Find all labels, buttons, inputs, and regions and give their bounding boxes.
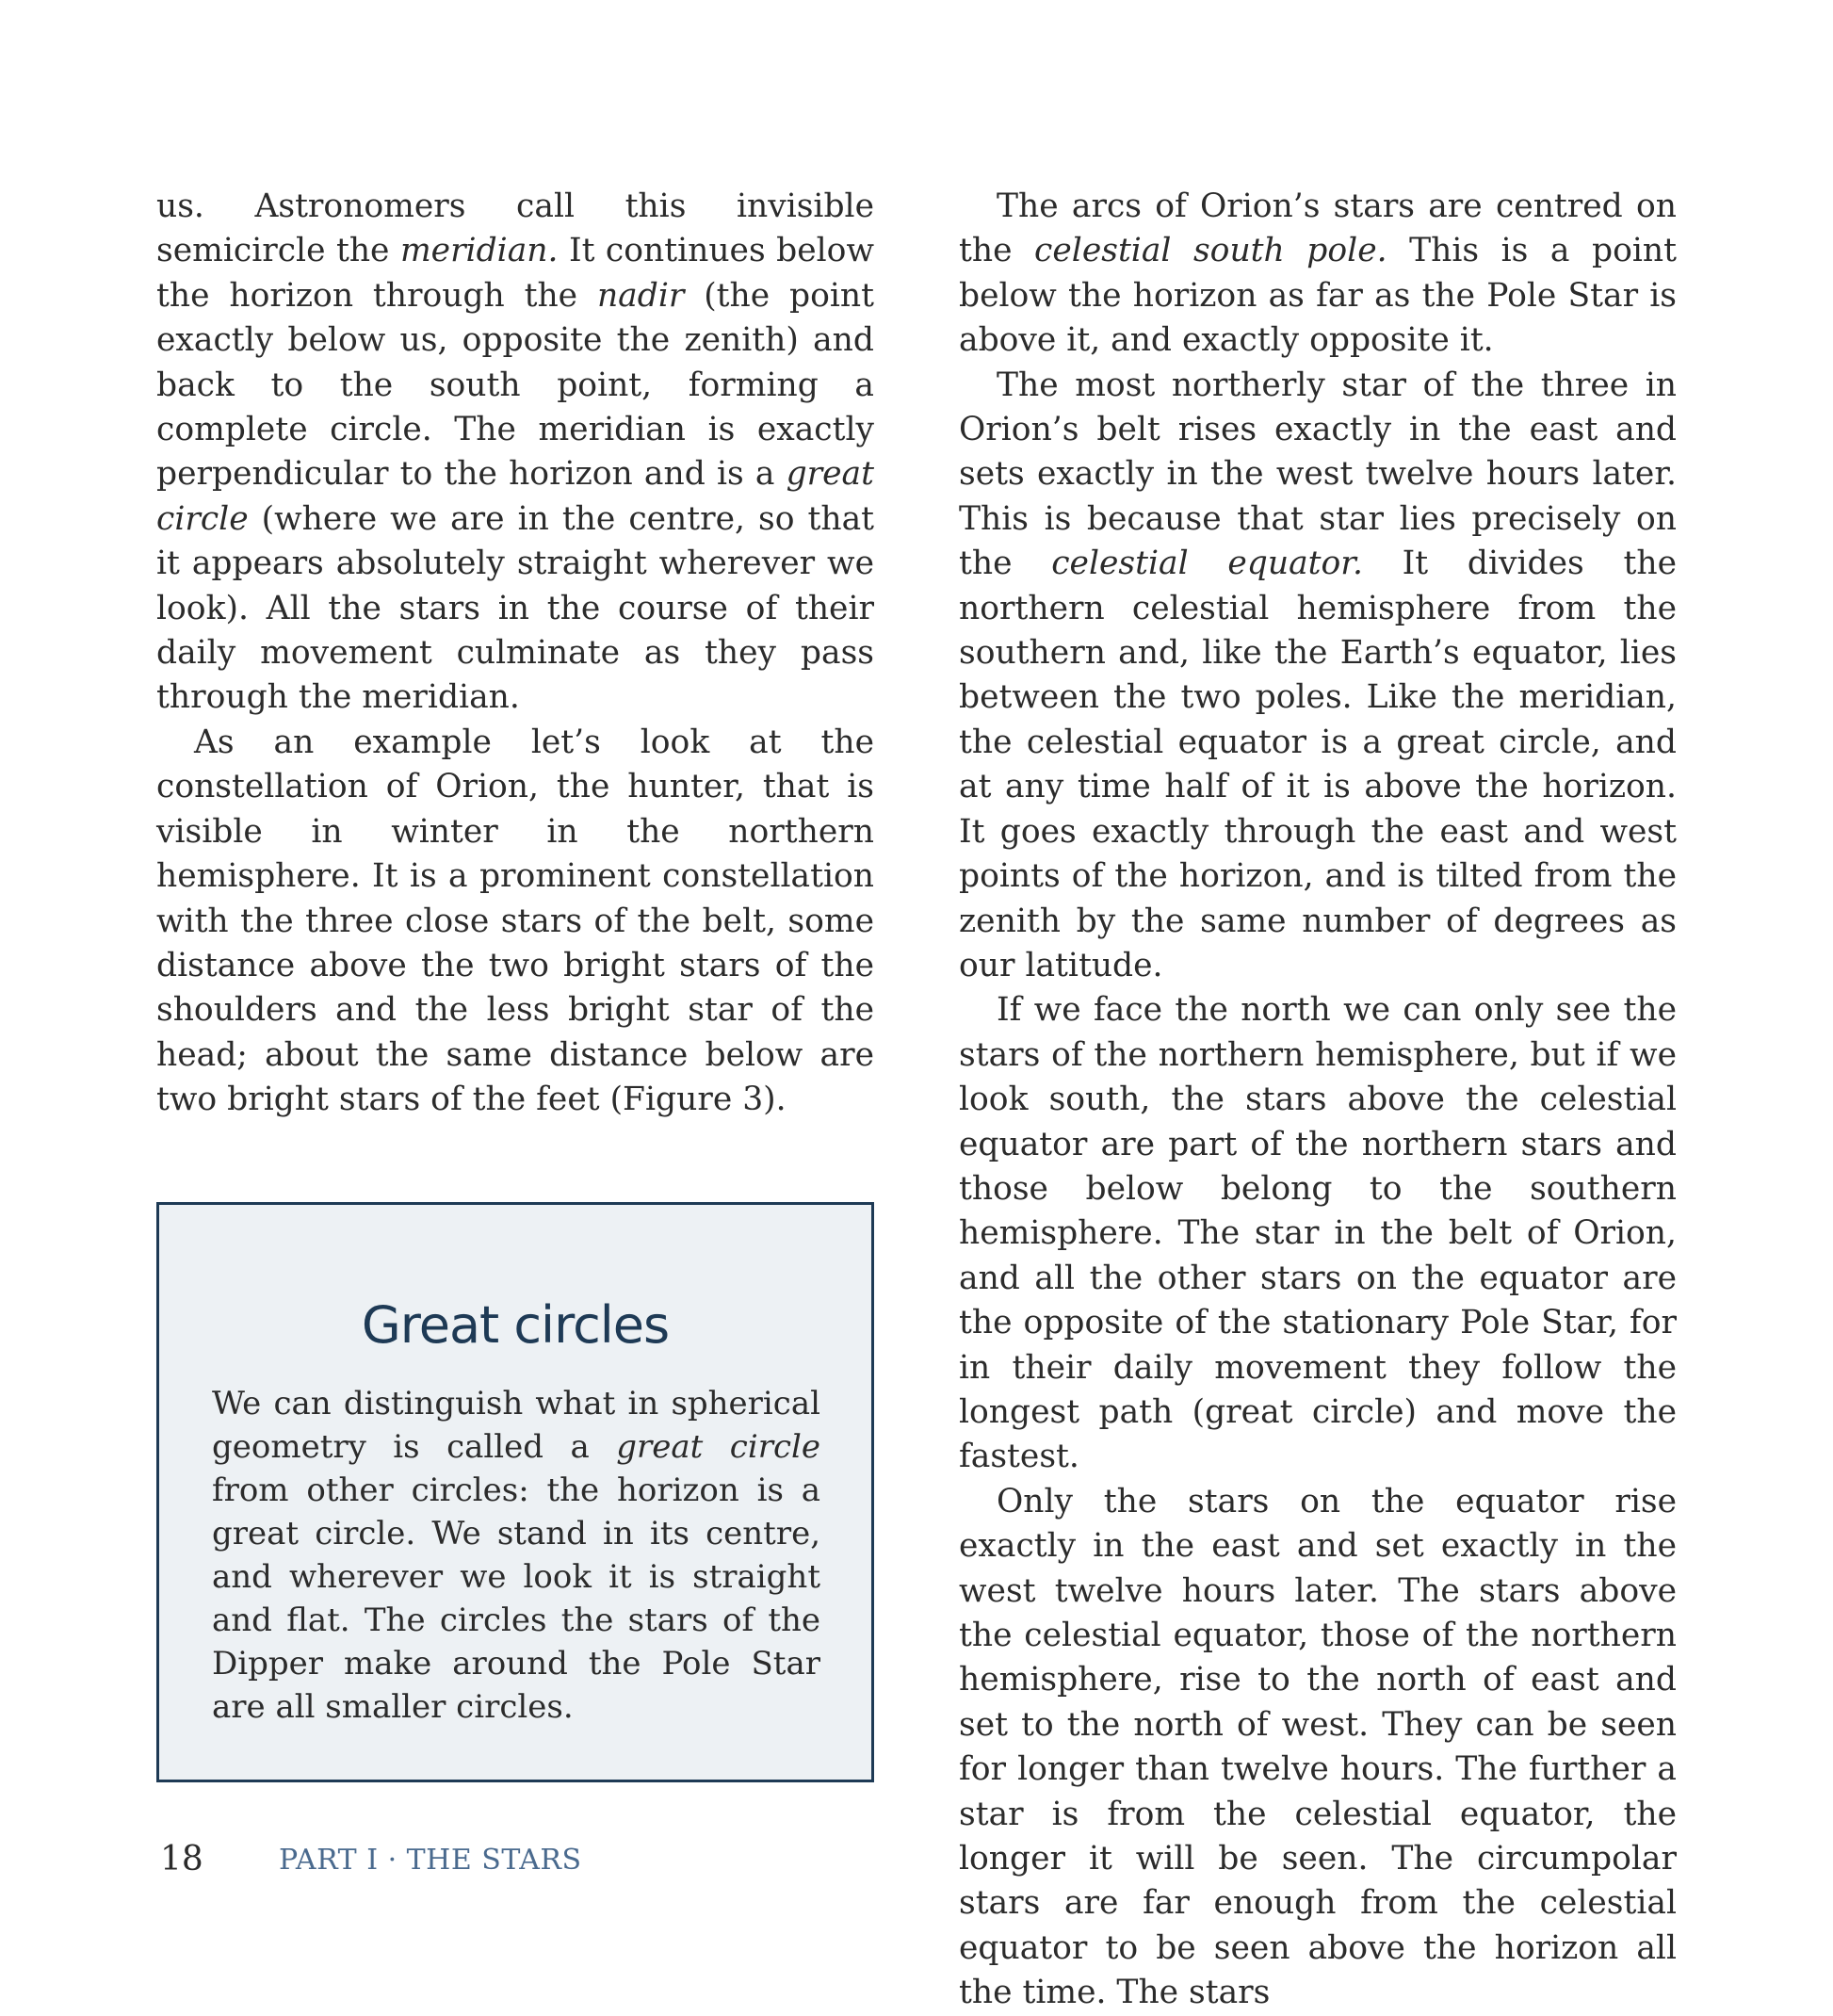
- right-paragraph-1: [959, 185, 1677, 364]
- term-great-circle: great circle: [616, 1428, 820, 1466]
- term-celestial-south-pole: celestial south pole.: [1034, 232, 1387, 270]
- term-great-circle: great circle: [156, 455, 874, 538]
- right-paragraph-4: Only the stars on the equator rise exactly in the east and set exactly in the west twelve hours later. The stars above the celestial equator, those of the northern hemisphere, rise to the north of east and set to the north of west. They can be seen for longer than twelve hours. The further a star is from the celestial equator, the longer it will be seen. The circumpolar stars are far enough from the celestial equator to be seen above the horizon all the time. The stars: [959, 1482, 1677, 2012]
- text-run: The most northerly star of the three in Orion’s belt rises exactly in the east and sets exactly in the west twelve hours later. This is because that star lies precisely on the: [959, 366, 1677, 583]
- left-paragraph-2: As an example let’s look at the constellation of Orion, the hunter, that is visible in winter in the northern hemisphere. It is a prominent constellation with the three close stars of the belt, some distance above the two bright stars of the shoulders and the less bright star of the head; about the same distance below are two bright stars of the feet (Figure 3).: [156, 723, 874, 1119]
- left-paragraph-1: [156, 185, 874, 721]
- term-nadir: nadir: [596, 276, 685, 315]
- text-run: from other circles: the horizon is a great circle. We stand in its centre, and wherever we look it is straight and flat. The circles the stars of the Dipper make around the Pole Star are all smaller circles.: [212, 1471, 820, 1726]
- term-meridian: meridian.: [399, 232, 559, 270]
- text-run: us. Astronomers call this invisible semicircle the: [156, 187, 874, 270]
- right-paragraph-2: [959, 364, 1677, 989]
- text-run: The arcs of Orion’s stars are centred on the: [959, 187, 1677, 270]
- text-run: (the point exactly below us, opposite the zenith) and back to the south point, forming a complete circle. The meridian is exactly perpendicular to the horizon and is a: [156, 276, 874, 494]
- running-footer-section: PART I · THE STARS: [279, 1844, 582, 1877]
- sidebar-title: Great circles: [361, 1295, 670, 1355]
- text-run: It divides the northern celestial hemisphere from the southern and, like the Earth’s equator, lies between the two poles. Like the meridian, the celestial equator is a great circle, and at any time half of it is above the horizon. It goes exactly through the east and west points of the horizon, and is tilted from the zenith by the same number of degrees as our latitude.: [959, 545, 1677, 984]
- right-column: [959, 185, 1677, 2016]
- text-run: This is a point below the horizon as far as the Pole Star is above it, and exactly opposite it.: [959, 232, 1677, 360]
- text-run: It continues below the horizon through the: [156, 232, 874, 315]
- sidebar-body: [212, 1382, 820, 1729]
- page-number: 18: [160, 1840, 203, 1878]
- right-paragraph-3: If we face the north we can only see the stars of the northern hemisphere, but if we look south, the stars above the celestial equator are part of the northern stars and those below belong to the southern hemisphere. The star in the belt of Orion, and all the other stars on the equator are the opposite of the stationary Pole Star, for in their daily movement they follow the longest path (great circle) and move the fastest.: [959, 991, 1677, 1476]
- great-circles-sidebar-box: [156, 1202, 874, 1782]
- text-run: (where we are in the centre, so that it appears absolutely straight wherever we look). All the stars in the course of their daily movement culminate as they pass through the meridian.: [156, 499, 874, 717]
- term-celestial-equator: celestial equator.: [1051, 545, 1363, 583]
- text-run: We can distinguish what in spherical geometry is called a: [212, 1385, 820, 1466]
- left-column: [156, 185, 874, 1123]
